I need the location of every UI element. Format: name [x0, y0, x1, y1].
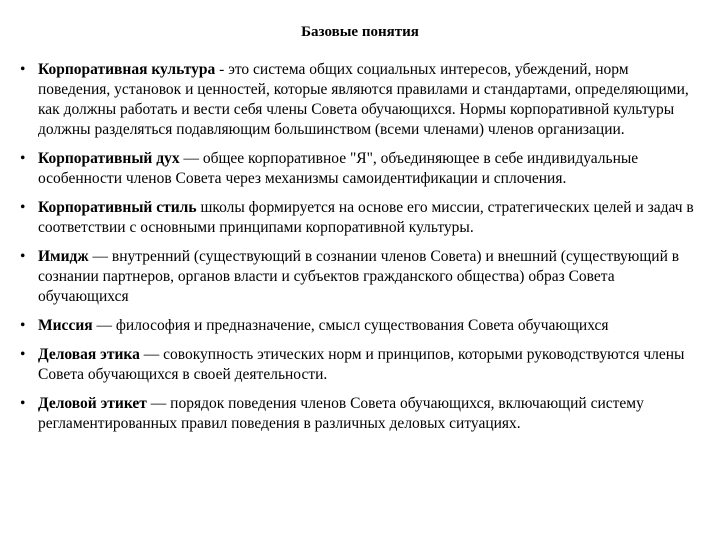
definition-text: общее корпоративное "Я", объединяющее в себе индивидуальные особенности членов Совета через механизмы самоидентификации и сплочения.: [38, 150, 639, 187]
definition-text: философия и предназначение, смысл существования Совета обучающихся: [115, 317, 609, 334]
definition-term: Деловой этикет: [38, 395, 147, 412]
bullet: •: [20, 395, 26, 412]
definition-item-image: [20, 247, 696, 307]
bullet: •: [20, 199, 26, 216]
bullet: •: [20, 346, 26, 363]
definition-separator: —: [92, 317, 116, 334]
bullet: •: [20, 248, 26, 265]
definitions-list: [20, 60, 696, 443]
definition-separator: —: [146, 395, 171, 412]
definition-text: совокупность этических норм и принципов, которыми руководствуются члены Совета обучающихся в своей деятельности.: [38, 346, 685, 383]
definition-separator: —: [139, 346, 164, 363]
definition-term: Корпоративная культура: [38, 61, 216, 78]
definition-text: это система общих социальных интересов, убеждений, норм поведения, установок и ценностей, которые являются правилами и стандартами, определяющими, как должны работать и вести себя члены Совета обучающихся. Нормы корпоративной культуры должны разделяться подавляющим большинством (всеми членами) членов организации.: [38, 61, 689, 138]
definition-separator: —: [88, 248, 112, 265]
bullet: •: [20, 317, 26, 334]
definition-term: Корпоративный дух: [38, 150, 180, 167]
definition-term: Корпоративный стиль: [38, 199, 197, 216]
definition-item-mission: [20, 316, 696, 336]
definition-separator: -: [215, 61, 229, 78]
definition-item-corporate-spirit: [20, 149, 696, 189]
slide-title: Базовые понятия: [301, 24, 419, 40]
bullet: •: [20, 150, 26, 167]
definition-term: Миссия: [38, 317, 93, 334]
definition-term: Имидж: [38, 248, 89, 265]
definition-term: Деловая этика: [38, 346, 140, 363]
definition-item-corporate-culture: [20, 60, 696, 140]
definition-text: внутренний (существующий в сознании членов Совета) и внешний (существующий в сознании партнеров, органов власти и субъектов гражданского общества) образ Совета обучающихся: [38, 248, 680, 305]
definition-item-business-etiquette: [20, 394, 696, 434]
definition-separator: —: [179, 150, 203, 167]
definition-item-corporate-style: [20, 198, 696, 238]
definition-item-business-ethics: [20, 345, 696, 385]
definition-text: школы формируется на основе его миссии, стратегических целей и задач в соответствии с основными принципами корпоративной культуры.: [38, 199, 694, 236]
bullet: •: [20, 61, 26, 78]
definition-text: порядок поведения членов Совета обучающихся, включающий систему регламентированных правил поведения в различных деловых ситуациях.: [38, 395, 644, 432]
